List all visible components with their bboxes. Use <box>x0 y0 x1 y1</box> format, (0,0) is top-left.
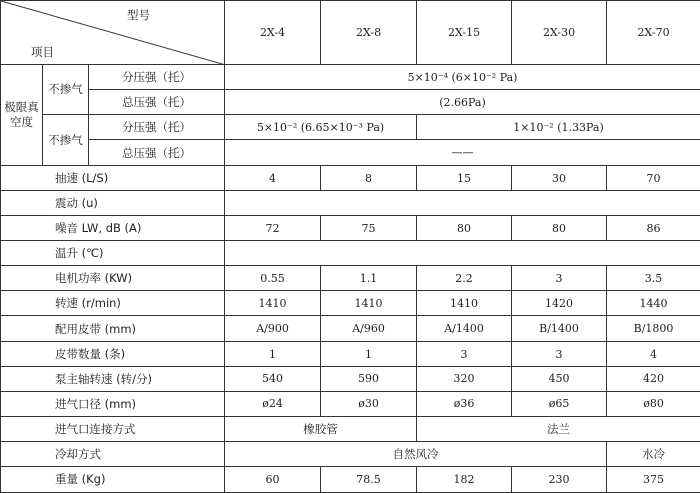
corner-header-cell <box>1 1 225 65</box>
total-pressure-value: (2.66Pa) <box>225 90 700 115</box>
value-cell <box>225 191 700 216</box>
model-header-cell: 2X-8 <box>321 1 417 65</box>
model-header-cell: 2X-30 <box>512 1 607 65</box>
value-cell: ø24 <box>225 391 321 416</box>
value-cell: 80 <box>417 216 512 241</box>
value-cell: 1440 <box>607 291 700 316</box>
value-cell: 2.2 <box>417 266 512 291</box>
model-header-cell: 2X-15 <box>417 1 512 65</box>
value-cell: 78.5 <box>321 466 417 492</box>
non-ballast-label: 不掺气 <box>43 65 89 115</box>
value-cell: A/960 <box>321 316 417 342</box>
total-pressure-label: 总压强（托） <box>89 90 225 115</box>
spec-row <box>1 342 700 367</box>
partial-pressure-value-large: 1×10⁻² (1.33Pa) <box>417 115 700 140</box>
spec-row <box>1 266 700 291</box>
value-cell: 75 <box>321 216 417 241</box>
partial-pressure-label: 分压强（托） <box>89 65 225 90</box>
row-label: 重量 (Kg) <box>1 466 225 492</box>
value-cell: A/900 <box>225 316 321 342</box>
value-cell: 4 <box>607 342 700 367</box>
vacuum-row <box>1 65 700 90</box>
value-cell: ø80 <box>607 391 700 416</box>
row-label: 泵主轴转速 (转/分) <box>1 367 225 392</box>
value-cell: A/1400 <box>417 316 512 342</box>
ultimate-vacuum-text: 极限真空度 <box>4 100 39 130</box>
value-cell: 70 <box>607 166 700 191</box>
value-cell: B/1400 <box>512 316 607 342</box>
row-label: 抽速 (L/S) <box>1 166 225 191</box>
row-label: 进气口径 (mm) <box>1 391 225 416</box>
cooling-row <box>1 441 700 466</box>
total-pressure-label: 总压强（托） <box>89 140 225 166</box>
value-cell: ø36 <box>417 391 512 416</box>
total-pressure-value: —— <box>225 140 700 166</box>
spec-row <box>1 241 700 266</box>
value-cell <box>225 241 700 266</box>
inlet-connection-row <box>1 416 700 441</box>
value-cell: 法兰 <box>417 416 700 441</box>
value-cell: 4 <box>225 166 321 191</box>
value-cell: ø65 <box>512 391 607 416</box>
value-cell: 450 <box>512 367 607 392</box>
vacuum-row <box>1 115 700 140</box>
corner-model-label: 型号 <box>127 8 151 22</box>
value-cell: 水冷 <box>607 441 700 466</box>
value-cell: 72 <box>225 216 321 241</box>
spec-row <box>1 391 700 416</box>
value-cell: 0.55 <box>225 266 321 291</box>
value-cell: 橡胶管 <box>225 416 417 441</box>
value-cell: 1420 <box>512 291 607 316</box>
value-cell: 60 <box>225 466 321 492</box>
value-cell: 182 <box>417 466 512 492</box>
model-header-cell: 2X-70 <box>607 1 700 65</box>
partial-pressure-value-small: 5×10⁻² (6.65×10⁻³ Pa) <box>225 115 417 140</box>
vacuum-row <box>1 90 700 115</box>
value-cell: 540 <box>225 367 321 392</box>
value-cell: 1410 <box>321 291 417 316</box>
value-cell: 15 <box>417 166 512 191</box>
partial-pressure-label: 分压强（托） <box>89 115 225 140</box>
value-cell: 1 <box>225 342 321 367</box>
corner-item-label: 项目 <box>31 45 54 60</box>
value-cell: 8 <box>321 166 417 191</box>
row-label: 配用皮带 (mm) <box>1 316 225 342</box>
value-cell: 自然风冷 <box>225 441 607 466</box>
value-cell: 420 <box>607 367 700 392</box>
weight-row <box>1 466 700 492</box>
value-cell: 3.5 <box>607 266 700 291</box>
spec-row <box>1 316 700 342</box>
value-cell: 320 <box>417 367 512 392</box>
row-label: 冷却方式 <box>1 441 225 466</box>
value-cell: 230 <box>512 466 607 492</box>
value-cell: 1.1 <box>321 266 417 291</box>
spec-row <box>1 291 700 316</box>
row-label: 皮带数量 (条) <box>1 342 225 367</box>
value-cell: 1410 <box>225 291 321 316</box>
row-label: 温升 (℃) <box>1 241 225 266</box>
row-label: 转速 (r/min) <box>1 291 225 316</box>
model-header-cell: 2X-4 <box>225 1 321 65</box>
row-label: 进气口连接方式 <box>1 416 225 441</box>
value-cell: B/1800 <box>607 316 700 342</box>
value-cell: 80 <box>512 216 607 241</box>
value-cell: 3 <box>512 342 607 367</box>
value-cell: 1 <box>321 342 417 367</box>
row-label: 电机功率 (KW) <box>1 266 225 291</box>
header-row <box>1 1 700 65</box>
row-label: 噪音 LW, dB (A) <box>1 216 225 241</box>
value-cell: ø30 <box>321 391 417 416</box>
partial-pressure-value: 5×10⁻⁴ (6×10⁻² Pa) <box>225 65 700 90</box>
value-cell: 1410 <box>417 291 512 316</box>
value-cell: 86 <box>607 216 700 241</box>
spec-row <box>1 216 700 241</box>
value-cell: 590 <box>321 367 417 392</box>
non-ballast-label: 不掺气 <box>43 115 89 166</box>
value-cell: 3 <box>512 266 607 291</box>
spec-row <box>1 191 700 216</box>
ultimate-vacuum-label <box>1 65 43 166</box>
spec-row <box>1 166 700 191</box>
value-cell: 3 <box>417 342 512 367</box>
row-label: 震动 (u) <box>1 191 225 216</box>
value-cell: 30 <box>512 166 607 191</box>
value-cell: 375 <box>607 466 700 492</box>
vacuum-row <box>1 140 700 166</box>
spec-row <box>1 367 700 392</box>
